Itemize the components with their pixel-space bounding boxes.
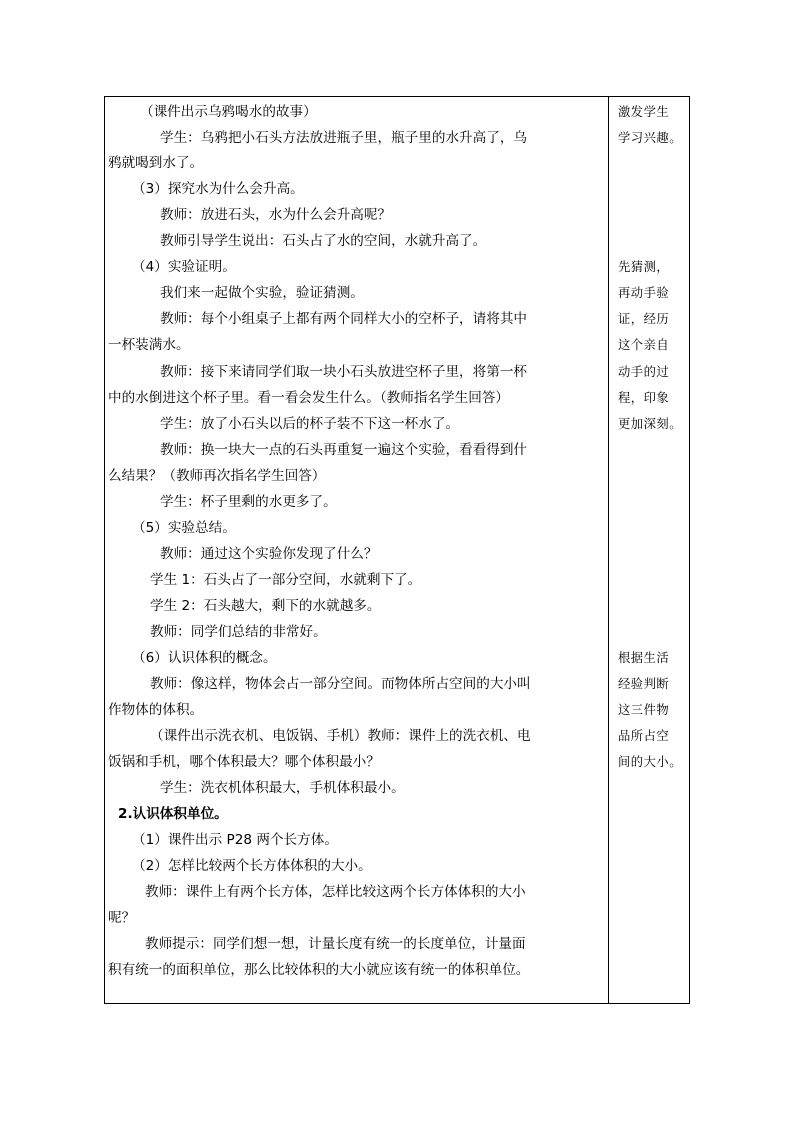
note-line: 程，印象 (618, 391, 670, 405)
text-line: 教师：每个小组桌子上都有两个同样大小的空杯子，请将其中 (160, 311, 528, 327)
note-line: 这三件物 (618, 703, 670, 717)
note-line: 证，经历 (618, 312, 670, 326)
column-divider (608, 97, 609, 1003)
note-line: 品所占空 (618, 729, 670, 743)
text-line: （3）探究水为什么会升高。 (132, 181, 304, 197)
note-line: 先猜测， (618, 260, 670, 274)
text-line: （6）认识体积的概念。 (132, 650, 277, 666)
note-line: 再动手验 (618, 286, 670, 300)
text-line: 学生：乌鸦把小石头方法放进瓶子里，瓶子里的水升高了，乌 (160, 130, 528, 146)
text-line: 教师提示：同学们想一想，计量长度有统一的长度单位，计量面 (145, 936, 526, 952)
text-line: 教师：放进石头，水为什么会升高呢？ (160, 207, 392, 223)
text-line: （2）怎样比较两个长方体体积的大小。 (132, 858, 372, 874)
text-line: 中的水倒进这个杯子里。看一看会发生什么。（教师指名学生回答） (108, 390, 510, 406)
text-line: 教师：接下来请同学们取一块小石头放进空杯子里，将第一杯 (160, 364, 528, 380)
lesson-table (104, 96, 690, 1004)
text-line: 一杯装满水。 (108, 337, 190, 353)
note-line: 学习兴趣。 (618, 131, 682, 145)
text-line: 作物体的体积。 (108, 702, 204, 718)
note-line: 经验判断 (618, 677, 670, 691)
text-line: 教师引导学生说出：石头占了水的空间，水就升高了。 (160, 233, 487, 249)
text-line: 我们来一起做个实验，验证猜测。 (160, 285, 364, 301)
text-line: 鸦就喝到水了。 (108, 155, 204, 171)
text-line: （4）实验证明。 (132, 259, 236, 275)
text-line: （5）实验总结。 (132, 520, 236, 536)
text-line: 教师：像这样，物体会占一部分空间。而物体所占空间的大小叫 (150, 676, 531, 692)
text-line: 么结果？（教师再次指名学生回答） (108, 468, 326, 484)
note-line: 间的大小。 (618, 755, 682, 769)
note-line: 根据生活 (618, 651, 670, 665)
text-line: 学生 2：石头越大，剩下的水就越多。 (150, 598, 381, 614)
text-line: 饭锅和手机，哪个体积最大？哪个体积最小？ (108, 754, 380, 770)
text-line: 学生：放了小石头以后的杯子装不下这一杯水了。 (160, 416, 460, 432)
text-line: 教师：换一块大一点的石头再重复一遍这个实验，看看得到什 (160, 442, 528, 458)
text-line: （课件出示乌鸦喝水的故事） (140, 104, 317, 120)
text-line: （课件出示洗衣机、电饭锅、手机）教师：课件上的洗衣机、电 (150, 728, 531, 744)
text-line: 学生 1：石头占了一部分空间，水就剩下了。 (150, 572, 422, 588)
text-line: 呢？ (108, 910, 136, 926)
text-line: 教师：通过这个实验你发现了什么？ (160, 546, 378, 562)
note-line: 动手的过 (618, 365, 670, 379)
text-line: 积有统一的面积单位，那么比较体积的大小就应该有统一的体积单位。 (108, 962, 530, 978)
section-heading: 2.认识体积单位。 (118, 806, 228, 822)
text-line: 学生：洗衣机体积最大，手机体积最小。 (160, 780, 405, 796)
text-line: （1）课件出示 P28 两个长方体。 (132, 832, 338, 848)
note-line: 更加深刻。 (618, 417, 682, 431)
note-line: 这个亲自 (618, 338, 670, 352)
text-line: 教师：同学们总结的非常好。 (150, 624, 327, 640)
text-line: 学生：杯子里剩的水更多了。 (160, 494, 337, 510)
text-line: 教师：课件上有两个长方体，怎样比较这两个长方体体积的大小 (145, 884, 526, 900)
note-line: 激发学生 (618, 105, 670, 119)
